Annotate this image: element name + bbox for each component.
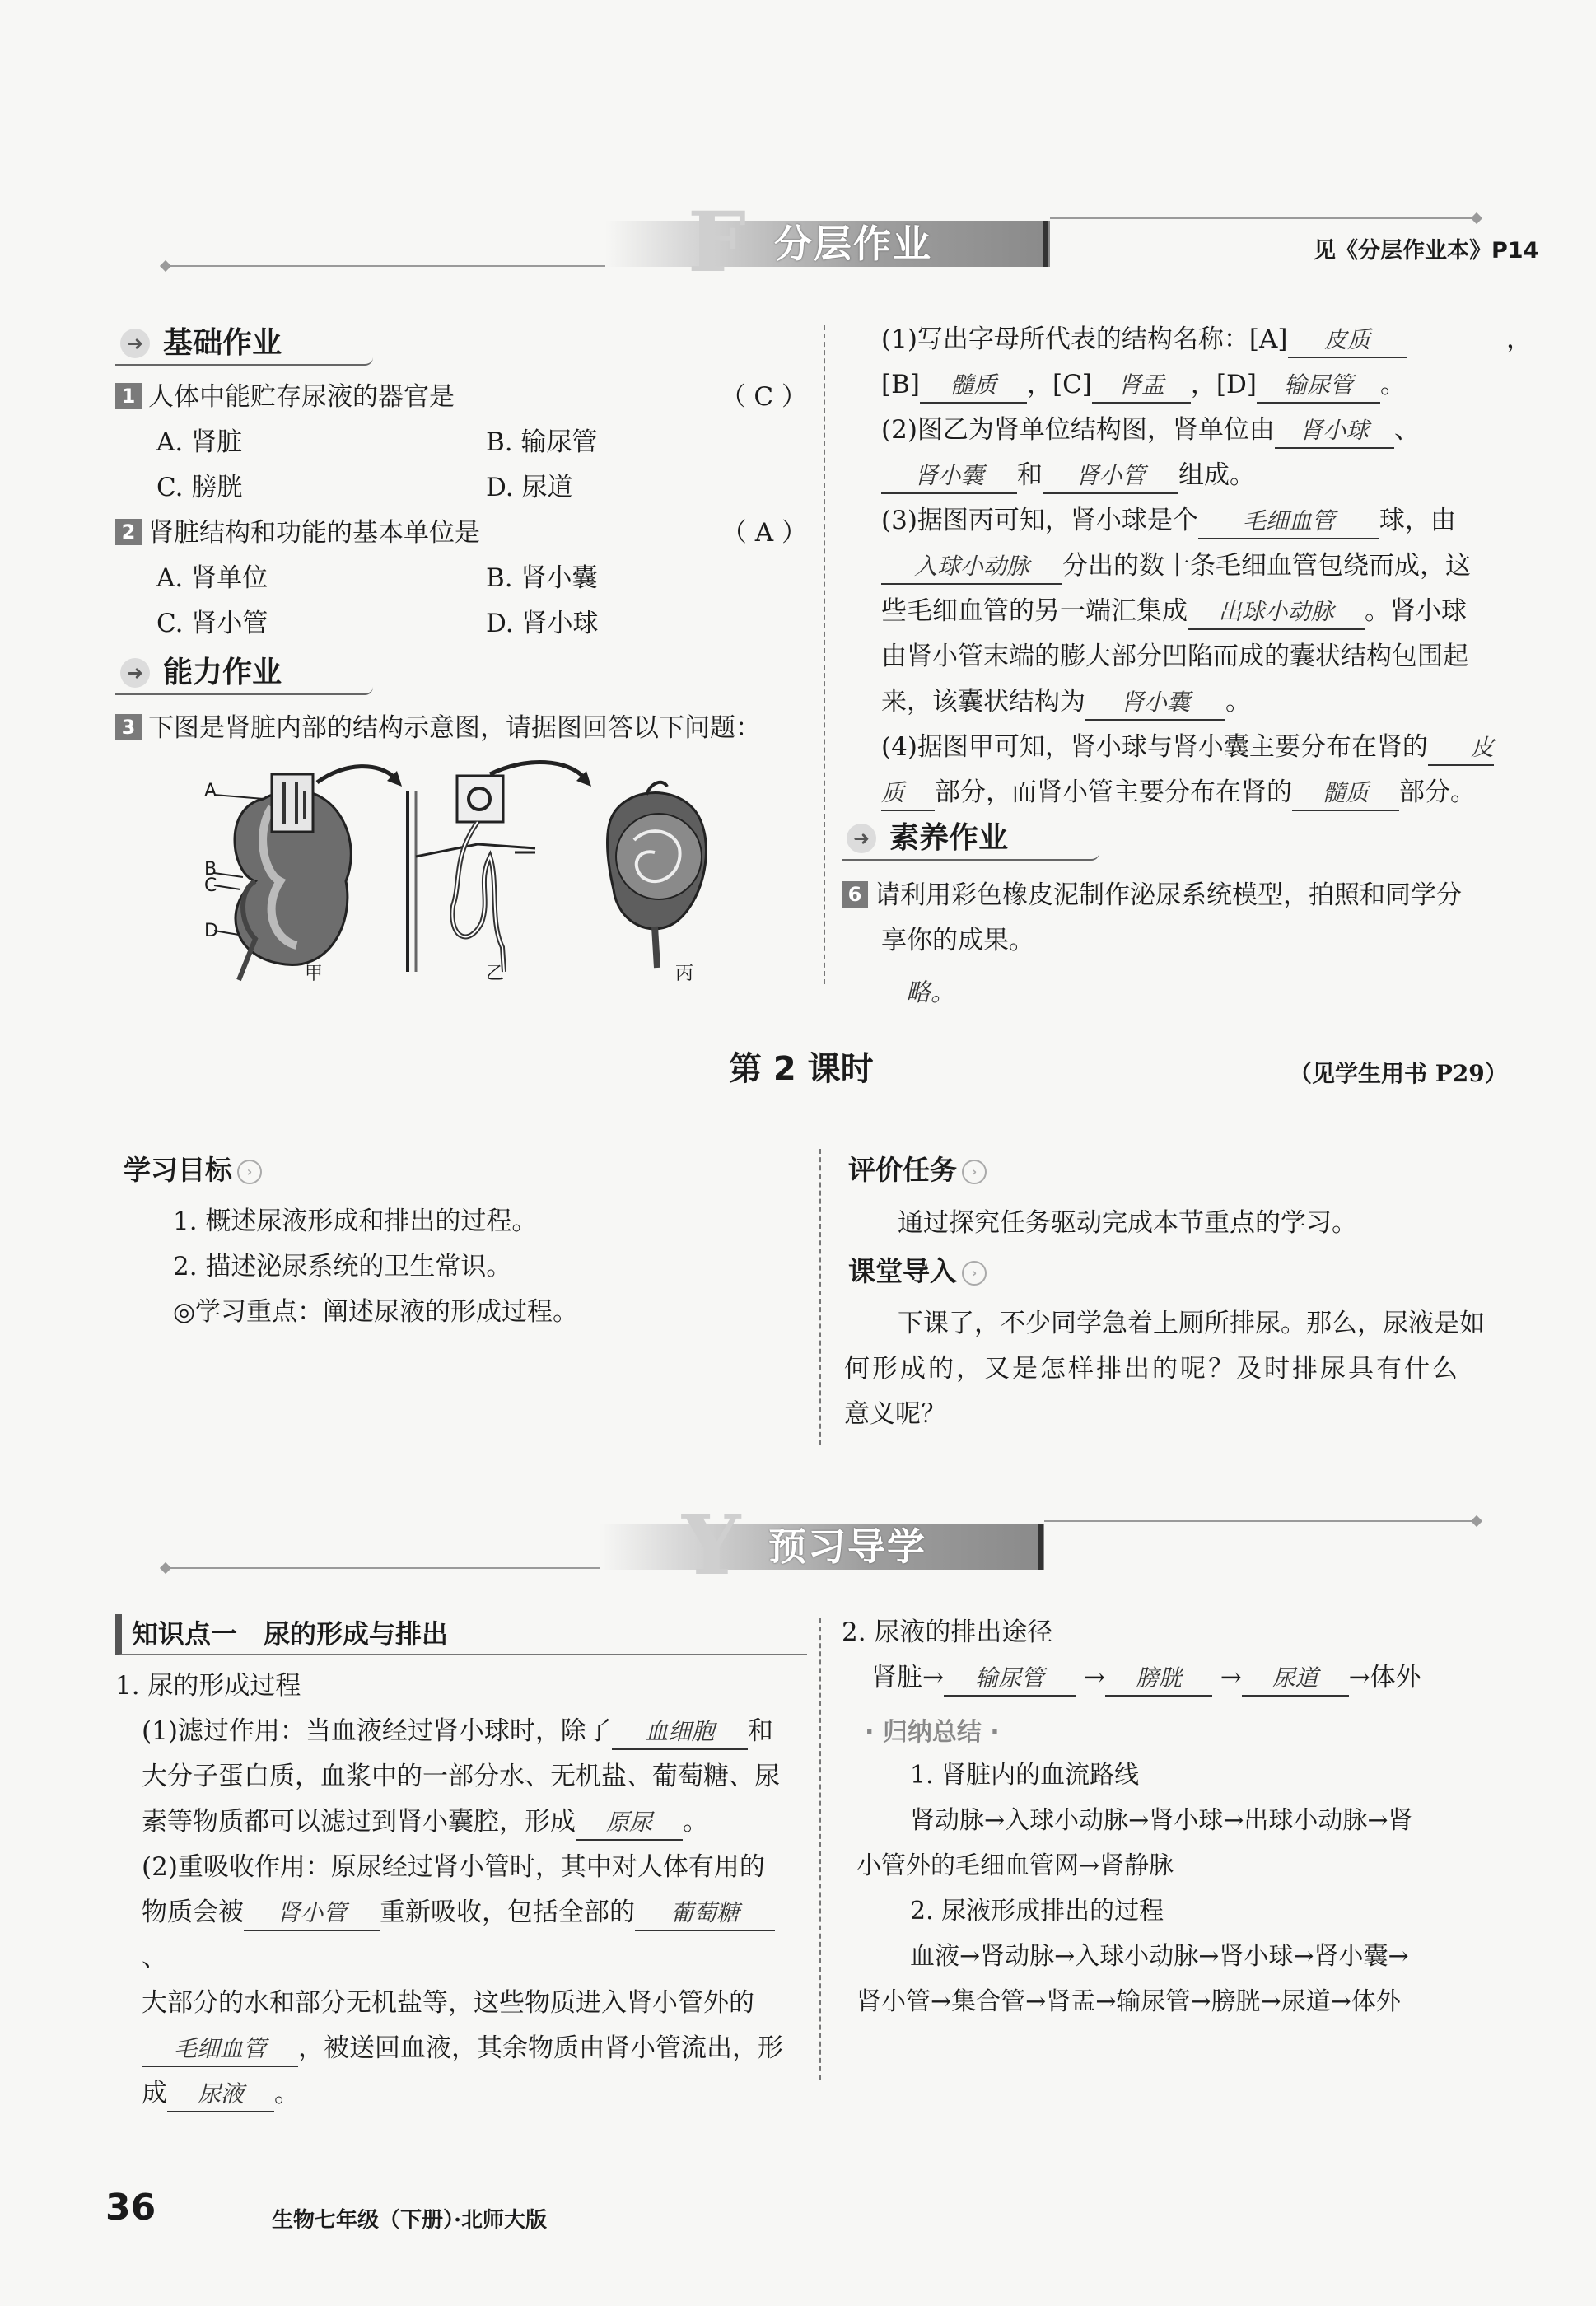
q2-option-b: B. 肾小囊 — [486, 563, 598, 593]
urine-route: 肾脏→ 输尿管 → 膀胱 → 尿道 →体外 — [871, 1655, 1421, 1701]
question-3 — [115, 706, 824, 751]
figure-label-b: B — [204, 859, 217, 880]
kidney-structure-figure — [206, 758, 766, 988]
column-divider — [819, 1618, 821, 2080]
blank-primary-urine: 原尿 — [576, 1806, 683, 1841]
question-text: 下图是肾脏内部的结构示意图，请据图回答以下问题： — [148, 713, 761, 743]
blank-capillary-2: 毛细血管 — [142, 2033, 298, 2067]
blank-d: 输尿管 — [1257, 369, 1380, 404]
answer-part-1: (1)写出字母所代表的结构名称：[A] 皮质 ， [B] 髓质 ，[C] 肾盂 ，[D] 输尿管 。 (2)图乙为肾单位结构图，肾单位由 肾小球 、 肾小囊 和 肾小管 组成。 (3)据图丙可知，肾小球是个 毛细血管 球，由 入球小动脉 分出的数十条毛细血管包绕而成，这 些毛细血管的另一端汇集成 出球小动脉 。肾小球 由肾小管末端的膨大部分凹陷而成的囊状结构包围起 来，该囊状结构为 肾小囊 。 (4)据图甲可知，肾小球与肾小囊主要分布在肾的 皮 质 部分，而肾小管主要分布在肾的 髓质 部分。 — [881, 317, 1532, 815]
figure-caption-bing: 丙 — [675, 964, 694, 984]
question-answer: （ C ） — [720, 382, 807, 412]
tab-label: 素养作业 — [889, 821, 1009, 855]
figure-label-c: C — [204, 875, 217, 896]
arrow-icon: ➜ — [847, 824, 876, 853]
banner-letter: Y — [682, 1496, 741, 1594]
blank-capsule: 肾小囊 — [881, 460, 1017, 494]
blank-glucose: 葡萄糖 — [635, 1897, 775, 1931]
tab-literacy-homework — [842, 818, 1099, 861]
summary-body: 1. 肾脏内的血流路线 肾动脉→入球小动脉→肾小球→出球小动脉→肾 小管外的毛细血管网→肾静脉 2. 尿液形成排出的过程 血液→肾动脉→入球小动脉→肾小球→肾小囊→ 肾小管→集合管→肾盂→输尿管→膀胱→尿道→体外 — [856, 1761, 1413, 2016]
question-text: 人体中能贮存尿液的器官是 — [148, 382, 455, 412]
q1-option-d: D. 尿道 — [486, 473, 573, 502]
blank-blood-cell: 血细胞 — [612, 1715, 748, 1750]
banner-rule-left — [169, 265, 605, 267]
knowledge-point-heading: 知识点一 尿的形成与排出 — [115, 1614, 807, 1655]
question-1 — [115, 375, 807, 420]
question-2 — [115, 511, 807, 556]
question-number: 3 — [115, 714, 142, 740]
question-6: 6 请利用彩色橡皮泥制作泌尿系统模型，拍照和同学分 享你的成果。 — [842, 873, 1533, 964]
chevron-icon: › — [962, 1261, 987, 1286]
goal-1: 1. 概述尿液形成和排出的过程。 — [173, 1207, 538, 1236]
column-divider — [819, 1149, 821, 1445]
banner-rule-right — [1044, 1520, 1474, 1522]
goal-2: 2. 描述泌尿系统的卫生常识。 — [173, 1252, 512, 1281]
nephron-diagram — [408, 776, 535, 972]
question-number: 6 — [842, 881, 868, 908]
urine-discharge-title: 2. 尿液的排出途径 — [842, 1617, 1053, 1647]
blank-efferent: 出球小动脉 — [1188, 595, 1365, 630]
tab-ability-homework — [115, 652, 373, 695]
figure-label-a: A — [204, 781, 217, 801]
lesson-title: 第 2 课时 — [729, 1050, 874, 1088]
blank-a: 皮质 — [1288, 324, 1407, 358]
page-number: 36 — [105, 2187, 156, 2229]
chevron-icon: › — [962, 1160, 987, 1184]
book-title: 生物七年级（下册）·北师大版 — [272, 2208, 548, 2233]
blank-capillary: 毛细血管 — [1198, 505, 1379, 539]
blank-urethra: 尿道 — [1242, 1662, 1349, 1697]
blank-cortex-2: 质 — [881, 777, 935, 811]
intro-heading: 课堂导入 › — [848, 1250, 987, 1289]
banner-preview-guide — [600, 1496, 1044, 1594]
blank-urine: 尿液 — [167, 2078, 274, 2112]
question-answer: （ A ） — [721, 518, 807, 548]
q1-option-b: B. 输尿管 — [486, 427, 598, 457]
blank-capsule-2: 肾小囊 — [1085, 686, 1225, 721]
figure-label-d: D — [204, 921, 218, 941]
learning-goals-heading: 学习目标 › — [124, 1149, 262, 1188]
figure-caption-yi: 乙 — [486, 964, 505, 984]
blank-medulla: 髓质 — [1292, 777, 1399, 811]
question-number: 1 — [115, 383, 142, 409]
summary-heading: · 归纳总结 · — [865, 1718, 1000, 1747]
lesson-ref: （见学生用书 P29） — [1289, 1060, 1508, 1087]
homework-ref: 见《分层作业本》P14 — [1314, 238, 1539, 264]
banner-layered-homework — [605, 194, 1050, 291]
arrow-icon: ➜ — [120, 329, 150, 358]
arrow-icon: ➜ — [120, 658, 150, 688]
question-text: 肾脏结构和功能的基本单位是 — [148, 518, 480, 548]
blank-cortex-1: 皮 — [1428, 731, 1494, 766]
tab-label: 基础作业 — [163, 326, 282, 360]
banner-rule-right — [1050, 217, 1474, 219]
blank-ureter: 输尿管 — [944, 1662, 1076, 1697]
banner-rule-left — [169, 1567, 605, 1569]
q2-option-d: D. 肾小球 — [486, 609, 599, 638]
blank-glomerulus: 肾小球 — [1275, 414, 1394, 449]
tab-label: 能力作业 — [163, 656, 282, 689]
banner-title: 分层作业 — [774, 222, 932, 266]
q2-option-c: C. 肾小管 — [156, 609, 268, 638]
q6-answer: 略。 — [906, 978, 955, 1007]
tab-basic-homework — [115, 323, 373, 366]
q1-option-a: A. 肾脏 — [156, 427, 243, 457]
figure-caption-jia: 甲 — [305, 964, 324, 984]
urine-formation-title: 1. 尿的形成过程 — [115, 1671, 301, 1701]
banner-title: 预习导学 — [768, 1524, 926, 1569]
intro-text: 下课了，不少同学急着上厕所排尿。那么，尿液是如 何形成的，又是怎样排出的呢？及时排尿具有什么 意义呢？ — [844, 1309, 1485, 1429]
glomerulus-diagram — [608, 782, 707, 968]
banner-letter: F — [688, 194, 746, 291]
chevron-icon: › — [237, 1160, 262, 1184]
rule-dot-right — [1471, 212, 1482, 224]
blank-tubule: 肾小管 — [1043, 460, 1178, 494]
blank-c: 肾盂 — [1092, 369, 1191, 404]
question-number: 2 — [115, 519, 142, 545]
blank-b: 髓质 — [920, 369, 1027, 404]
key-point: ◎学习重点：阐述尿液的形成过程。 — [173, 1297, 579, 1327]
rule-dot-right — [1471, 1515, 1482, 1527]
q1-option-c: C. 膀胱 — [156, 473, 243, 502]
urine-formation-body: (1)滤过作用：当血液经过肾小球时，除了 血细胞 和 大分子蛋白质，血浆中的一部分水、无机盐、葡萄糖、尿 素等物质都可以滤过到肾小囊腔，形成 原尿 。 (2)重吸收作用：原尿经过肾小管时，其中对人体有用的 物质会被 肾小管 重新吸收，包括全部的 葡萄糖、 大部分的水和部分无机盐等，这些物质进入肾小管外的 毛细血管 ，被送回血液，其余物质由肾小管流出，形 成 尿液 。 — [115, 1709, 799, 2117]
kidney-section-diagram — [214, 774, 351, 980]
evaluation-text: 通过探究任务驱动完成本节重点的学习。 — [898, 1208, 1357, 1238]
column-divider — [824, 325, 825, 984]
blank-afferent: 入球小动脉 — [881, 550, 1062, 585]
blank-renal-tubule: 肾小管 — [244, 1897, 380, 1931]
evaluation-heading: 评价任务 › — [848, 1149, 987, 1188]
blank-bladder: 膀胱 — [1105, 1662, 1212, 1697]
q2-option-a: A. 肾单位 — [156, 563, 268, 593]
